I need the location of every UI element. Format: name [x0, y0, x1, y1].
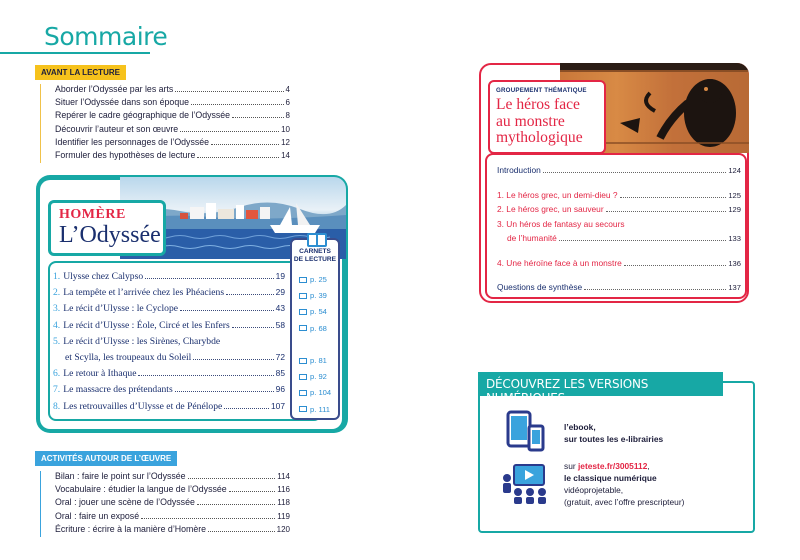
- avant-toc-item-label: Formuler des hypothèses de lecture: [55, 149, 196, 160]
- activites-toc-item: [55, 511, 290, 524]
- avant-toc-item-label: Identifier les personnages de l’Odyssée: [55, 136, 210, 147]
- activites-toc-item-label: Oral : faire un exposé: [55, 510, 140, 521]
- chapter-item: [53, 352, 285, 368]
- avant-toc-item-page: 6: [285, 98, 290, 108]
- leader-dots: [584, 286, 726, 290]
- chapter-title: Le retour à Ithaque: [63, 368, 137, 380]
- carnet-ref-page: p. 68: [310, 323, 327, 333]
- theme-title-box: [488, 80, 606, 154]
- work-title: L’Odyssée: [59, 222, 161, 248]
- mini-book-icon: [299, 406, 307, 412]
- group-label: GROUPEMENT THÉMATIQUE: [496, 87, 587, 94]
- chapter-page: 107: [271, 400, 285, 411]
- video-prefix: sur: [564, 461, 578, 471]
- activites-toc-item: [55, 484, 290, 497]
- chapter-number: 5.: [53, 335, 61, 347]
- avant-toc-item-label: Aborder l’Odyssée par les arts: [55, 84, 174, 94]
- chapter-item: [53, 320, 285, 336]
- chapter-page: 19: [275, 271, 285, 281]
- avant-toc-item-page: 8: [285, 111, 290, 121]
- theme-title-line2: au monstre: [496, 112, 565, 130]
- avant-toc-item-label: Repérer le cadre géographique de l’Odyssée: [55, 110, 231, 121]
- chapter-title: Le massacre des prétendants: [63, 384, 173, 396]
- theme-item-page: 133: [728, 234, 741, 243]
- theme-item: [497, 219, 741, 234]
- leader-dots: [624, 262, 727, 266]
- mini-book-icon: [299, 390, 307, 396]
- chapter-item: [53, 271, 285, 287]
- avant-toc-item: [55, 84, 290, 97]
- theme-item-label: 1. Le héros grec, un demi-dieu ?: [497, 189, 618, 200]
- leader-dots: [224, 405, 269, 409]
- projector-audience-icon-svg: [500, 464, 548, 504]
- activites-toc-item-page: 114: [277, 472, 290, 481]
- video-line3: vidéoprojetable,: [564, 485, 624, 495]
- leader-dots: [229, 488, 276, 492]
- mini-book-icon: [299, 358, 307, 364]
- chapter-title: Le récit d’Ulysse : le Cyclope: [63, 303, 179, 315]
- avant-toc-item: [55, 150, 290, 163]
- carnet-ref-page: p. 25: [310, 275, 327, 284]
- carnet-ref: [299, 372, 327, 381]
- avant-toc-item: [55, 97, 290, 110]
- activites-toc: [40, 471, 290, 537]
- leader-dots: [175, 388, 274, 392]
- chapter-number: 8.: [53, 400, 61, 412]
- leader-dots: [141, 515, 275, 519]
- mini-book-icon: [299, 277, 307, 283]
- leader-dots: [180, 307, 274, 311]
- chapter-page: 85: [275, 368, 285, 379]
- leader-dots: [543, 169, 727, 173]
- chapter-page: 43: [275, 303, 285, 314]
- chapter-item: [53, 336, 285, 352]
- theme-item-label: Introduction: [497, 165, 541, 175]
- activites-toc-item: [55, 524, 290, 537]
- chapter-number: 2.: [53, 287, 61, 299]
- theme-item-label: 3. Un héros de fantasy au secours: [497, 218, 625, 229]
- chapter-number: 3.: [53, 303, 61, 315]
- carnet-ref-page: p. 39: [310, 291, 327, 301]
- carnet-ref-page: p. 54: [310, 307, 327, 317]
- theme-item: [497, 233, 741, 248]
- leader-dots: [197, 501, 275, 505]
- chapter-number: 7.: [53, 384, 61, 396]
- author-name: HOMÈRE: [59, 207, 126, 222]
- activites-toc-item-page: 119: [277, 511, 290, 521]
- title-underline: [0, 52, 150, 54]
- chapter-item: [53, 303, 285, 319]
- theme-item-label: 4. Une héroïne face à un monstre: [497, 257, 622, 268]
- activites-toc-item: [55, 471, 290, 484]
- activites-toc-item-label: Oral : jouer une scène de l’Odyssée: [55, 497, 195, 508]
- chapter-number: 1.: [53, 271, 61, 282]
- leader-dots: [211, 141, 279, 145]
- theme-item: [497, 204, 741, 219]
- carnet-ref: [299, 291, 327, 300]
- activites-toc-item-label: Bilan : faire le point sur l’Odyssée: [55, 471, 186, 481]
- carnet-ref-page: p. 111: [310, 404, 330, 414]
- theme-item-page: 136: [728, 258, 741, 268]
- leader-dots: [620, 194, 727, 198]
- leader-dots: [175, 88, 283, 92]
- video-line1: [564, 460, 684, 472]
- theme-item-page: 125: [728, 190, 741, 200]
- ebook-line2: sur toutes les e-librairies: [564, 434, 664, 444]
- avant-toc-item-page: 10: [281, 124, 290, 134]
- avant-toc-item-label: Découvrir l’auteur et son œuvre: [55, 123, 179, 134]
- leader-dots: [193, 356, 273, 360]
- leader-dots: [232, 114, 283, 118]
- carnet-ref: [299, 405, 330, 414]
- theme-item-page: 124: [728, 166, 741, 175]
- avant-toc-item-page: 12: [281, 137, 290, 147]
- theme-item: [497, 190, 741, 205]
- carnet-ref-page: p. 92: [310, 372, 327, 382]
- leader-dots: [191, 101, 284, 105]
- section-label-activites: ACTIVITÉS AUTOUR DE L’ŒUVRE: [35, 451, 177, 466]
- theme-item-label: 2. Le héros grec, un sauveur: [497, 204, 604, 214]
- chapter-title: Ulysse chez Calypso: [63, 271, 144, 282]
- avant-toc-item: [55, 124, 290, 137]
- chapter-page: 29: [275, 287, 285, 298]
- mini-book-icon: [299, 309, 307, 315]
- activites-toc-item-page: 116: [277, 485, 290, 495]
- theme-item: [497, 165, 741, 180]
- activites-toc-item-label: Écriture : écrire à la manière d’Homère: [55, 523, 207, 534]
- avant-toc-item-page: 4: [285, 85, 290, 94]
- leader-dots: [180, 128, 279, 132]
- carnets-heading: [292, 248, 338, 264]
- digital-versions-header: DÉCOUVREZ LES VERSIONS NUMÉRIQUES: [478, 372, 723, 396]
- activites-toc-item-label: Vocabulaire : étudier la langue de l’Odyssée: [55, 484, 227, 495]
- leader-dots: [197, 154, 279, 158]
- mini-book-icon: [299, 374, 307, 380]
- page-title: Sommaire: [44, 22, 168, 51]
- carnets-heading-line2: DE LECTURE: [293, 256, 337, 263]
- chapter-number: 6.: [53, 368, 61, 380]
- carnet-ref: [299, 324, 327, 333]
- avant-toc-item-page: 14: [281, 150, 290, 160]
- chapter-title: Les retrouvailles d’Ulysse et de Pénélope: [63, 400, 223, 412]
- chapter-item: [53, 384, 285, 400]
- chapter-title: Le récit d’Ulysse : les Sirènes, Charybde: [63, 335, 221, 347]
- activites-toc-item: [55, 497, 290, 510]
- theme-item-label: de l’humanité: [507, 233, 557, 243]
- carnet-ref-page: p. 104: [310, 388, 332, 398]
- carnets-heading-line1: CARNETS: [299, 248, 331, 255]
- video-line2: le classique numérique: [564, 473, 657, 483]
- video-text: [564, 460, 684, 508]
- book-icon: [307, 233, 327, 247]
- leader-dots: [232, 324, 274, 328]
- theme-item: [497, 258, 741, 273]
- ebook-text: [564, 421, 663, 445]
- leader-dots: [188, 475, 276, 479]
- carnet-ref: [299, 275, 327, 284]
- avant-toc-item: [55, 110, 290, 123]
- theme-item: [497, 282, 741, 297]
- chapter-title: et Scylla, les troupeaux du Soleil: [65, 351, 192, 363]
- mini-book-icon: [299, 325, 307, 331]
- odyssey-title-box: [48, 200, 166, 256]
- video-link[interactable]: jeteste.fr/3005112: [577, 461, 648, 471]
- leader-dots: [559, 237, 727, 241]
- chapter-item: [53, 287, 285, 303]
- activites-toc-item-page: 118: [277, 498, 290, 508]
- leader-dots: [145, 275, 274, 279]
- chapter-page: 72: [275, 351, 285, 362]
- chapter-title: La tempête et l’arrivée chez les Phéaciens: [63, 287, 225, 299]
- chapters-list: [53, 271, 285, 417]
- carnet-ref: [299, 356, 327, 365]
- theme-title-line3: mythologique: [496, 129, 583, 146]
- section-label-avant: AVANT LA LECTURE: [35, 65, 126, 80]
- theme-item-label: Questions de synthèse: [497, 282, 583, 292]
- carnet-ref: [299, 307, 327, 316]
- video-line4: (gratuit, avec l’offre prescripteur): [564, 497, 685, 507]
- video-suffix: ,: [647, 461, 650, 471]
- tablet-phone-icon-svg: [505, 410, 547, 452]
- chapter-page: 96: [275, 384, 285, 395]
- chapter-page: 58: [275, 319, 285, 330]
- ebook-line1: l’ebook,: [564, 422, 596, 432]
- leader-dots: [606, 208, 727, 212]
- chapter-number: 4.: [53, 319, 61, 331]
- chapter-title: Le récit d’Ulysse : Éole, Circé et les Enfers: [63, 319, 230, 331]
- theme-title-line1: Le héros face: [496, 96, 580, 113]
- theme-item-page: 129: [728, 205, 741, 214]
- leader-dots: [138, 372, 273, 376]
- carnet-ref: [299, 388, 331, 397]
- mini-book-icon: [299, 293, 307, 299]
- theme-title: [496, 97, 598, 147]
- theme-item-page: 137: [728, 283, 741, 292]
- chapter-item: [53, 368, 285, 384]
- carnet-ref-page: p. 81: [310, 356, 327, 365]
- projector-audience-icon: [500, 464, 548, 509]
- theme-list: [497, 165, 741, 297]
- leader-dots: [226, 291, 274, 295]
- leader-dots: [208, 528, 275, 532]
- avant-toc-item-label: Situer l’Odyssée dans son époque: [55, 97, 189, 108]
- activites-toc-item-page: 120: [276, 524, 290, 534]
- avant-toc-item: [55, 137, 290, 150]
- tablet-phone-icon: [505, 410, 547, 457]
- chapter-item: [53, 401, 285, 417]
- avant-toc: [40, 84, 290, 163]
